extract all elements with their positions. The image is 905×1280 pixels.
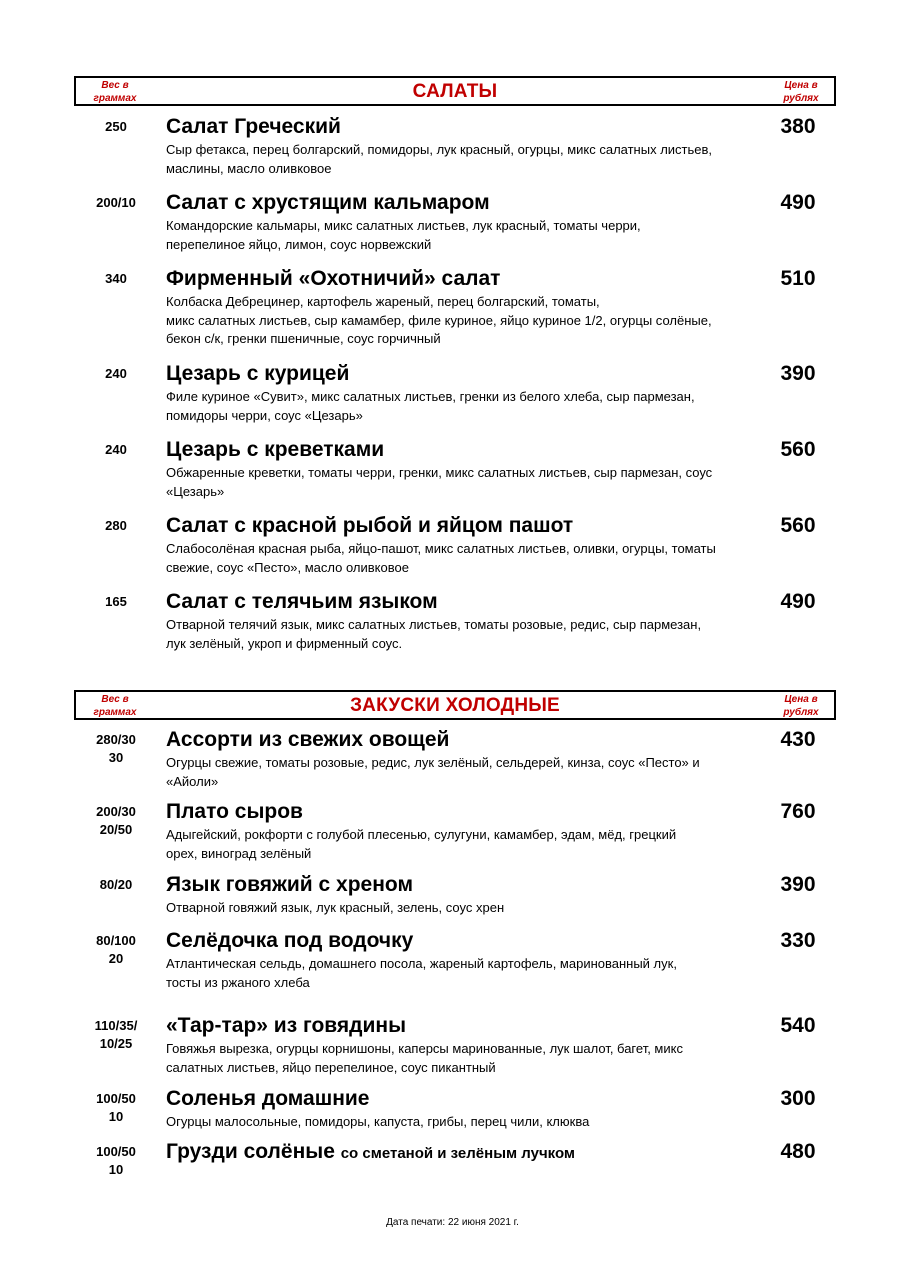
item-name-text: Цезарь с курицей (166, 362, 350, 385)
item-name (166, 1013, 406, 1039)
item-weight: 165 (105, 594, 127, 609)
item-name (166, 799, 303, 825)
item-description (166, 464, 766, 501)
item-price: 510 (780, 267, 816, 290)
item-weight: 250 (105, 119, 127, 134)
item-weight: 340 (105, 271, 127, 286)
item-name (166, 437, 384, 463)
item-name-text: Салат с телячьим языком (166, 590, 438, 613)
item-name-text: Ассорти из свежих овощей (166, 728, 450, 751)
item-weight: 280/30 30 (96, 732, 136, 765)
item-name-suffix: со сметаной и зелёным лучком (340, 1145, 576, 1162)
item-description-line: Обжаренные креветки, томаты черри, гренки, микс салатных листьев, сыр пармезан, соус (166, 465, 713, 480)
item-weight: 110/35/ 10/25 (94, 1018, 138, 1051)
item-description-line: Огурцы свежие, томаты розовые, редис, лук зелёный, сельдерей, кинза, соус «Песто» и (166, 755, 700, 770)
item-description-line: орех, виноград зелёный (166, 845, 312, 861)
item-description-line: Атлантическая сельдь, домашнего посола, жареный картофель, маринованный лук, (166, 956, 677, 971)
price-column-label: Цена в рублях (783, 80, 819, 104)
item-description (166, 540, 766, 577)
item-name-text: Салат Греческий (166, 115, 341, 138)
item-price: 330 (780, 929, 816, 952)
item-description-line: Адыгейский, рокфорти с голубой плесенью, сулугуни, камамбер, эдам, мёд, грецкий (166, 827, 677, 842)
item-name-text: Соленья домашние (166, 1087, 370, 1110)
item-price: 380 (780, 115, 816, 138)
item-weight: 240 (105, 366, 127, 381)
item-price: 480 (780, 1140, 816, 1163)
item-name-text: Фирменный «Охотничий» салат (166, 267, 501, 290)
item-name-text: Селёдочка под водочку (166, 929, 414, 952)
item-price: 300 (780, 1087, 816, 1110)
item-description-line: салатных листьев, яйцо перепелиное, соус пикантный (166, 1059, 496, 1075)
item-description-line: лук зелёный, укроп и фирменный соус. (166, 635, 403, 651)
item-description-line: Филе куриное «Сувит», микс салатных листьев, гренки из белого хлеба, сыр пармезан, (166, 389, 695, 404)
item-weight: 280 (105, 518, 127, 533)
item-name-text: Плато сыров (166, 800, 303, 823)
item-description-line: Огурцы малосольные, помидоры, капуста, грибы, перец чили, клюква (166, 1114, 590, 1129)
item-description-line: Командорские кальмары, микс салатных листьев, лук красный, томаты черри, (166, 218, 641, 233)
section-header (74, 76, 836, 106)
item-weight: 100/50 10 (96, 1144, 136, 1177)
item-description-line: перепелиное яйцо, лимон, соус норвежский (166, 236, 432, 252)
item-description-line: Колбаска Дебрецинер, картофель жареный, перец болгарский, томаты, (166, 294, 600, 309)
item-name (166, 589, 438, 615)
item-price: 430 (780, 728, 816, 751)
item-description-line: микс салатных листьев, сыр камамбер, филе куриное, яйцо куриное 1/2, огурцы солёные, (166, 312, 712, 328)
item-price: 560 (780, 438, 816, 461)
item-description-line: «Айоли» (166, 773, 219, 789)
item-name (166, 1139, 575, 1167)
item-description (166, 616, 766, 653)
item-price: 390 (780, 873, 816, 896)
print-date: Дата печати: 22 июня 2021 г. (386, 1217, 519, 1228)
item-description-line: Сыр фетакса, перец болгарский, помидоры, лук красный, огурцы, микс салатных листьев, (166, 142, 713, 157)
item-description (166, 955, 766, 992)
item-description-line: свежие, соус «Песто», масло оливковое (166, 559, 409, 575)
item-name (166, 727, 449, 753)
item-name-text: Грузди солёные (166, 1140, 335, 1163)
item-name (166, 266, 500, 292)
item-description-line: тосты из ржаного хлеба (166, 974, 310, 990)
section-title: САЛАТЫ (412, 81, 498, 102)
item-price: 760 (780, 800, 816, 823)
item-description (166, 754, 766, 791)
item-weight: 200/10 (96, 195, 136, 210)
item-name-text: «Тар-тар» из говядины (166, 1014, 407, 1037)
item-description-line: Говяжья вырезка, огурцы корнишоны, каперсы маринованные, лук шалот, багет, микс (166, 1041, 683, 1056)
item-price: 490 (780, 191, 816, 214)
item-name (166, 1086, 370, 1112)
item-description-line: маслины, масло оливковое (166, 160, 332, 176)
item-name (166, 114, 341, 140)
item-description-line: помидоры черри, соус «Цезарь» (166, 407, 363, 423)
section-header (74, 690, 836, 720)
item-name-text: Цезарь с креветками (166, 438, 385, 461)
item-description-line: Отварной телячий язык, микс салатных листьев, томаты розовые, редис, сыр пармезан, (166, 617, 702, 632)
item-name-text: Язык говяжий с хреном (166, 873, 414, 896)
item-description-line: бекон с/к, гренки пшеничные, соус горчичный (166, 331, 441, 346)
item-description (166, 826, 766, 863)
weight-column-label: Вес в граммах (93, 80, 137, 104)
item-description (166, 388, 766, 425)
item-description-line: «Цезарь» (166, 483, 225, 499)
item-name-text: Салат с красной рыбой и яйцом пашот (166, 514, 574, 537)
item-weight: 80/100 20 (96, 933, 136, 966)
item-description (166, 899, 766, 918)
item-name (166, 361, 349, 387)
price-column-label: Цена в рублях (783, 694, 819, 718)
item-description (166, 217, 766, 254)
item-price: 390 (780, 362, 816, 385)
item-name (166, 872, 413, 898)
weight-column-label: Вес в граммах (93, 694, 137, 718)
item-price: 490 (780, 590, 816, 613)
item-weight: 240 (105, 442, 127, 457)
item-price: 560 (780, 514, 816, 537)
item-weight: 100/50 10 (96, 1091, 136, 1124)
item-description-line: Отварной говяжий язык, лук красный, зелень, соус хрен (166, 900, 505, 915)
item-weight: 200/30 20/50 (96, 804, 136, 837)
item-price: 540 (780, 1014, 816, 1037)
section-title: ЗАКУСКИ ХОЛОДНЫЕ (350, 695, 560, 716)
item-name-text: Салат с хрустящим кальмаром (166, 191, 490, 214)
item-description (166, 1113, 766, 1132)
item-description-line: Слабосолёная красная рыба, яйцо-пашот, микс салатных листьев, оливки, огурцы, томаты (166, 541, 716, 556)
item-name (166, 928, 413, 954)
item-weight: 80/20 (99, 877, 133, 892)
item-description (166, 1040, 766, 1077)
item-description (166, 293, 766, 349)
item-name (166, 190, 490, 216)
item-description (166, 141, 766, 178)
item-name (166, 513, 573, 539)
